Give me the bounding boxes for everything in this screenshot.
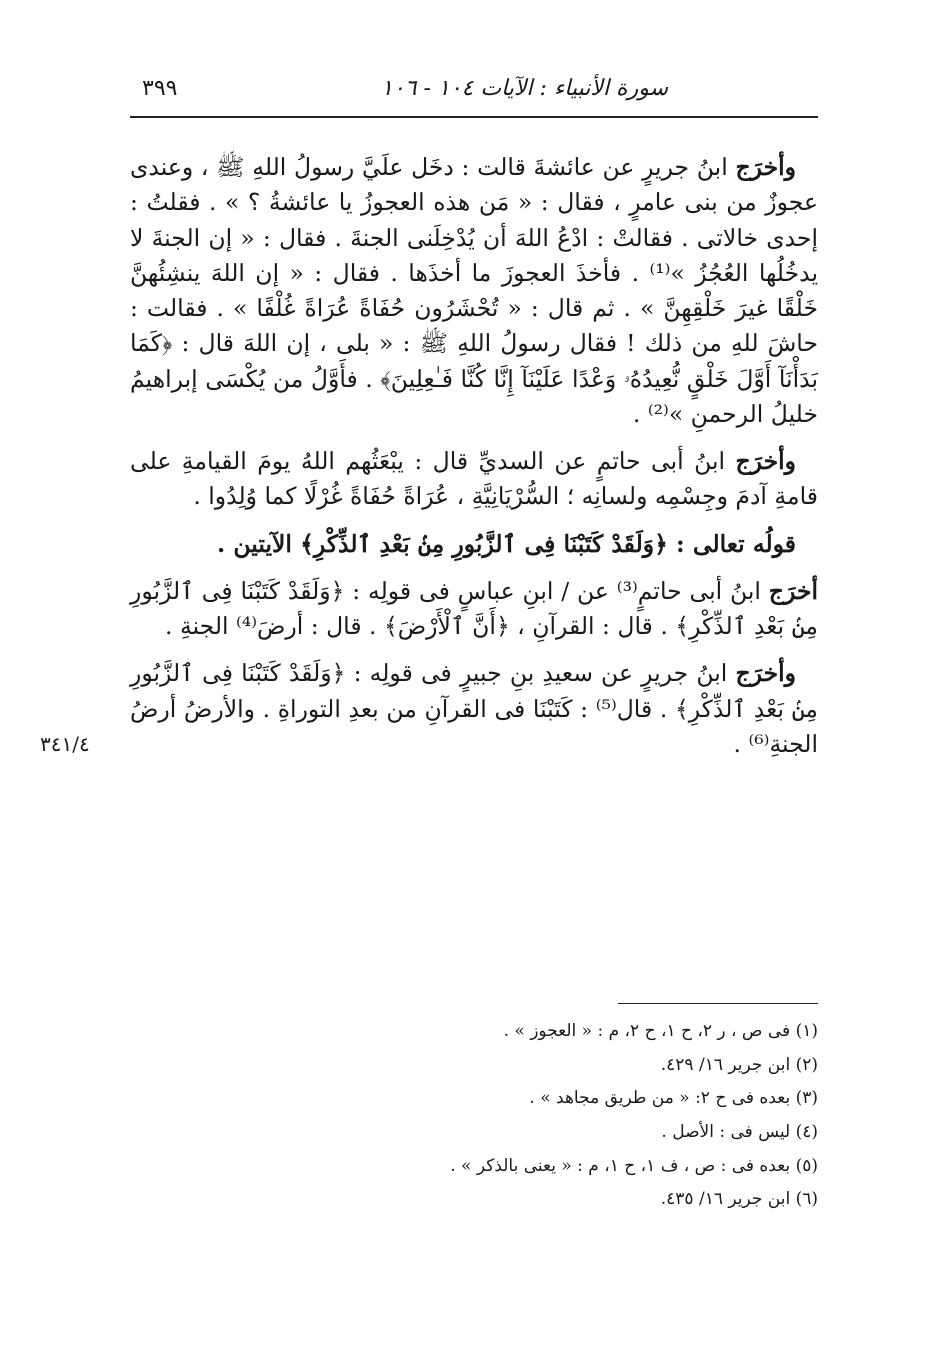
footnote-item: (١) فى ص ، ر ٢، ح ١، ح ٢، م : « العجوز » . <box>503 1021 818 1041</box>
footnote-item: (٣) بعده فى ح ٢: « من طريق مجاهد » . <box>529 1088 818 1109</box>
footnote-item: (٦) ابن جرير ١٦/ ٤٣٥. <box>660 1189 818 1210</box>
paragraph-suddi <box>130 444 818 515</box>
paragraph-text: ابنُ أبى حاتمٍ⁽³⁾ عن / ابنِ عباسٍ فى قولِه : ﴿وَلَقَدْ كَتَبْنَا فِى ٱلزَّبُورِ مِنۢ بَعْدِ ٱلذِّكْرِ﴾ . قال : القرآنِ ، ﴿أَنَّ ٱلْأَرْضَ﴾ . قال : أرضَ⁽⁴⁾ الجنةِ . <box>130 576 818 640</box>
lead-word: وأخرَج <box>735 153 796 181</box>
lead-word: أخرَج <box>768 576 818 605</box>
heading-lead: قولُه تعالى <box>692 529 796 558</box>
paragraph-ibn-abbas <box>130 574 818 645</box>
running-header <box>130 72 818 118</box>
paragraph-saeed <box>130 656 818 762</box>
surah-title: سورة الأنبياء : الآيات ١٠٤ - ١٠٦ <box>381 76 668 101</box>
paragraph-aisha-hadith <box>130 150 818 432</box>
footnote-item: (٢) ابن جرير ١٦/ ٤٢٩. <box>660 1054 818 1075</box>
paragraph-text: ابنُ أبى حاتمٍ عن السديِّ قال : يبْعَثُهم اللهُ يومَ القيامةِ على قامةِ آدمَ وجِسْمِه ولسانِه ؛ السُّرْيَانِيَّةِ ، عُرَاةً حُفَاةً غُرْلًا كما وُلِدُوا . <box>130 447 818 511</box>
lead-word: وأخرَج <box>735 447 796 475</box>
main-text <box>130 150 818 774</box>
heading-text: : ﴿وَلَقَدْ كَتَبْنَا فِى ٱلزَّبُورِ مِنۢ بَعْدِ ٱلذِّكْرِ﴾ الآيتين . <box>217 529 693 558</box>
footnote-item: (٥) بعده فى : ص ، ف ١، ح ١، م : « يعنى بالذكر » . <box>450 1155 818 1176</box>
page-number: ٣٩٩ <box>142 76 178 101</box>
footnote-divider <box>618 1003 818 1004</box>
footnotes <box>300 1015 818 1217</box>
footnote-item: (٤) ليس فى : الأصل . <box>661 1121 818 1142</box>
verse-heading <box>130 527 818 562</box>
paragraph-text: ابنُ جريرٍ عن سعيدِ بنِ جبيرٍ فى قولِه : ﴿وَلَقَدْ كَتَبْنَا فِى ٱلزَّبُورِ مِنۢ بَعْدِ ٱلذِّكْرِ﴾ . قال⁽⁵⁾ : كَتَبْنَا فى القرآنِ من بعدِ التوراةِ . والأرضُ أرضُ الجنةِ⁽⁶⁾ . <box>130 659 818 758</box>
paragraph-text: ابنُ جريرٍ عن عائشةَ قالت : دخَل علَيَّ رسولُ اللهِ ﷺ ، وعندى عجوزٌ من بنى عامرٍ ، فقال : « مَن هذه العجوزُ يا عائشةُ ؟ » . فقلتُ : إحدى خالاتى . فقالتْ : ادْعُ اللهَ أن يُدْخِلَنى الجنةَ . فقال : « إن الجنةَ لا يدخُلُها العُجُزُ »⁽¹⁾ . فأخذَ العجوزَ ما أخذَها . فقال : « إن اللهَ ينشِئُهنَّ خَلْقًا غيرَ خَلْقِهِنَّ » . ثم قال : « تُحْشَرُون حُفَاةً عُرَاةً غُلْفًا » . فقالت : حاشَ للهِ من ذلك ! فقال رسولُ اللهِ ﷺ : « بلى ، إن اللهَ قال : ﴿كَمَا بَدَأْنَآ أَوَّلَ خَلْقٍ نُّعِيدُهُۥ وَعْدًا عَلَيْنَآ إِنَّا كُنَّا فَـٰعِلِينَ﴾ . فأَوَّلُ من يُكْسَى إبراهيمُ خليلُ الرحمنِ »⁽²⁾ . <box>130 153 818 428</box>
margin-reference: ٣٤١/٤ <box>40 732 90 756</box>
lead-word: وأخرَج <box>735 659 796 688</box>
